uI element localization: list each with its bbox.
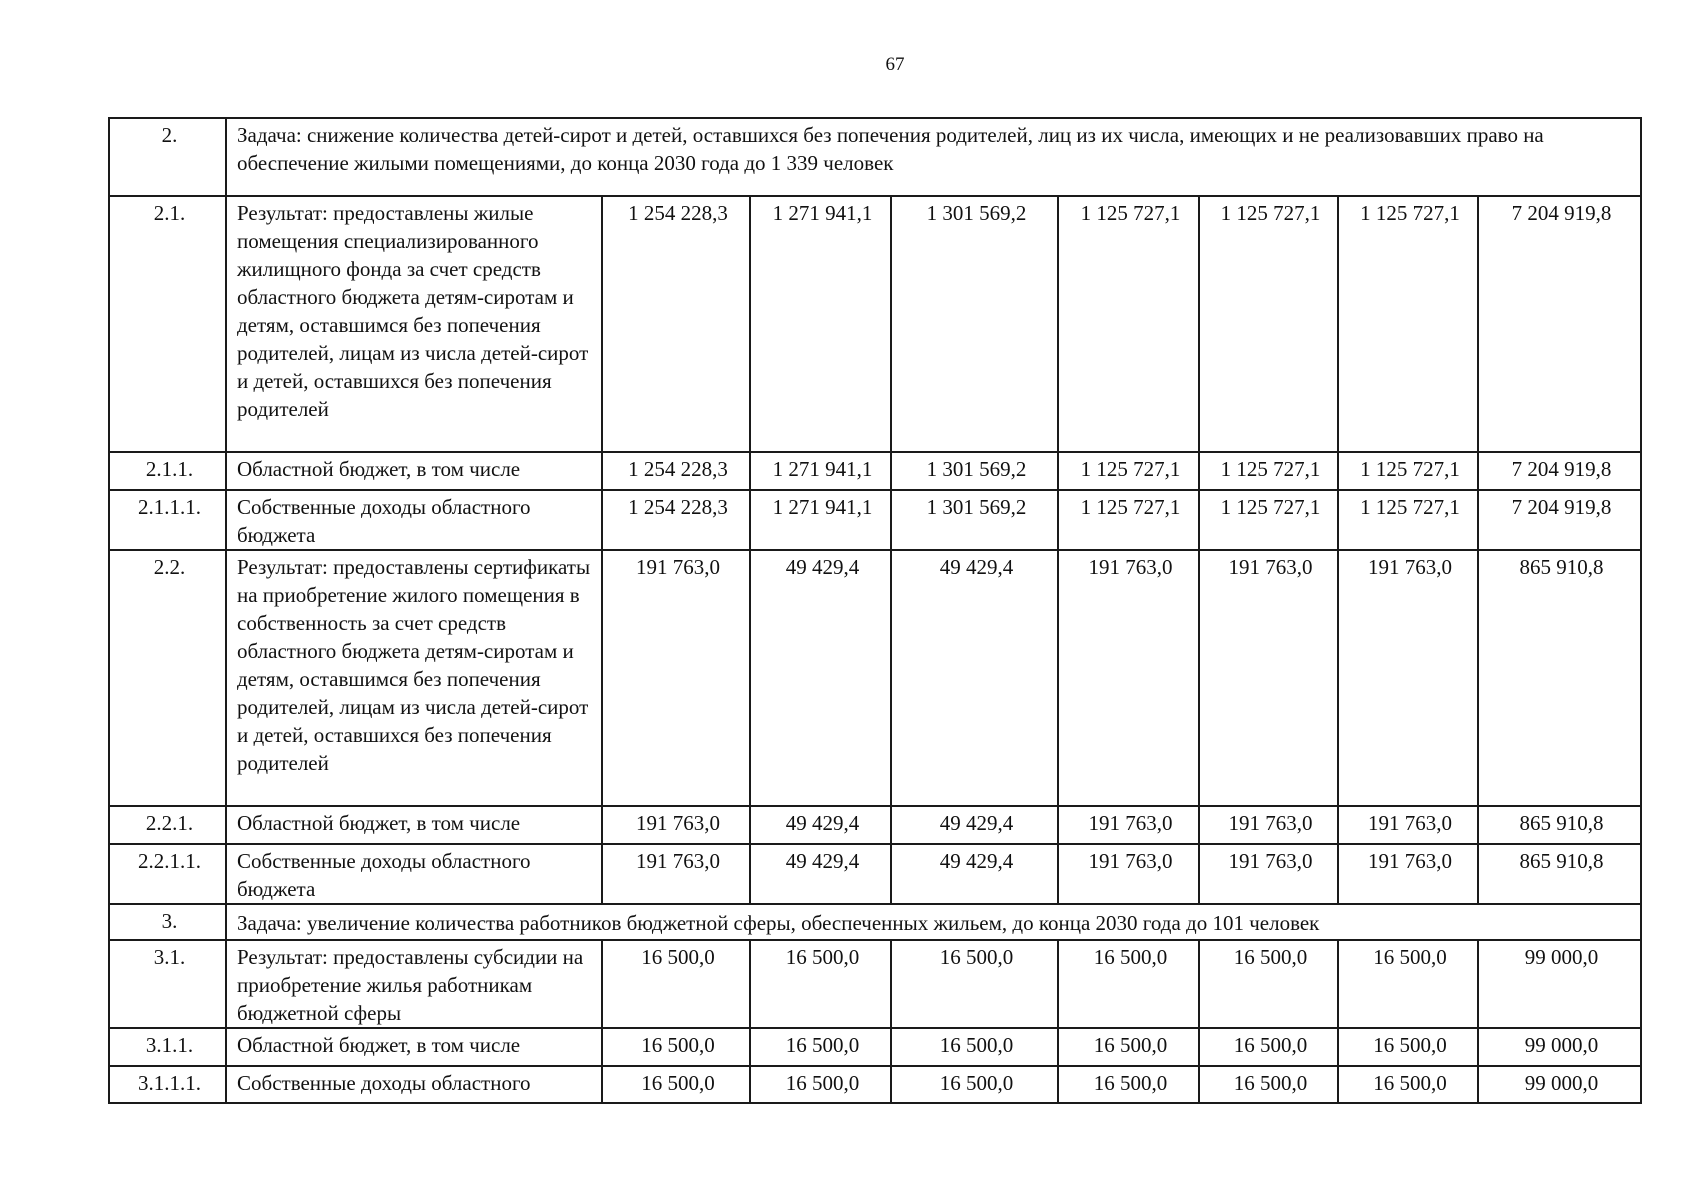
value-cell: 16 500,0 bbox=[602, 1066, 750, 1103]
value-cell: 1 125 727,1 bbox=[1199, 490, 1338, 550]
value-cell: 16 500,0 bbox=[602, 1028, 750, 1066]
value-cell: 1 271 941,1 bbox=[750, 196, 891, 452]
row-description: Областной бюджет, в том числе bbox=[226, 1028, 602, 1066]
total-cell: 7 204 919,8 bbox=[1478, 196, 1641, 452]
value-cell: 191 763,0 bbox=[1058, 844, 1199, 904]
budget-table bbox=[108, 117, 1642, 1104]
row-number: 2.2.1.1. bbox=[109, 844, 226, 904]
total-cell: 7 204 919,8 bbox=[1478, 452, 1641, 490]
value-cell: 1 125 727,1 bbox=[1199, 196, 1338, 452]
task-text: Задача: снижение количества детей-сирот и детей, оставшихся без попечения родителей, лиц из их числа, имеющих и не реализовавших право на обеспечение жилыми помещениями, до конца 2030 года до 1 339 человек bbox=[226, 118, 1641, 196]
value-cell: 191 763,0 bbox=[1058, 550, 1199, 806]
value-cell: 1 125 727,1 bbox=[1338, 196, 1478, 452]
row-number: 3.1.1. bbox=[109, 1028, 226, 1066]
total-cell: 865 910,8 bbox=[1478, 806, 1641, 844]
value-cell: 1 271 941,1 bbox=[750, 452, 891, 490]
value-cell: 1 254 228,3 bbox=[602, 490, 750, 550]
row-number: 2.1. bbox=[109, 196, 226, 452]
value-cell: 16 500,0 bbox=[891, 1028, 1058, 1066]
value-cell: 16 500,0 bbox=[1338, 1028, 1478, 1066]
value-cell: 16 500,0 bbox=[750, 1066, 891, 1103]
row-description: Результат: предоставлены жилые помещения специализированного жилищного фонда за счет средств областного бюджета детям-сиротам и детям, оставшимся без попечения родителей, лицам из числа детей-сирот и детей, оставшихся без попечения родителей bbox=[226, 196, 602, 452]
value-cell: 16 500,0 bbox=[891, 940, 1058, 1028]
value-cell: 191 763,0 bbox=[1058, 806, 1199, 844]
row-description: Областной бюджет, в том числе bbox=[226, 452, 602, 490]
value-cell: 16 500,0 bbox=[1199, 940, 1338, 1028]
value-cell: 1 254 228,3 bbox=[602, 452, 750, 490]
row-number: 2.1.1. bbox=[109, 452, 226, 490]
row-number: 2.2.1. bbox=[109, 806, 226, 844]
table-row bbox=[109, 1028, 1641, 1066]
value-cell: 1 254 228,3 bbox=[602, 196, 750, 452]
table-row bbox=[109, 550, 1641, 806]
value-cell: 1 125 727,1 bbox=[1058, 490, 1199, 550]
table-row bbox=[109, 844, 1641, 904]
value-cell: 191 763,0 bbox=[1338, 844, 1478, 904]
value-cell: 1 271 941,1 bbox=[750, 490, 891, 550]
row-number: 2.2. bbox=[109, 550, 226, 806]
value-cell: 191 763,0 bbox=[602, 806, 750, 844]
value-cell: 1 125 727,1 bbox=[1058, 452, 1199, 490]
row-description: Собственные доходы областного бюджета bbox=[226, 844, 602, 904]
row-description: Собственные доходы областного бюджета bbox=[226, 490, 602, 550]
value-cell: 49 429,4 bbox=[750, 550, 891, 806]
row-number: 3.1.1.1. bbox=[109, 1066, 226, 1103]
row-description: Результат: предоставлены субсидии на приобретение жилья работникам бюджетной сферы bbox=[226, 940, 602, 1028]
row-number: 2. bbox=[109, 118, 226, 196]
task-row bbox=[109, 904, 1641, 940]
total-cell: 99 000,0 bbox=[1478, 1066, 1641, 1103]
value-cell: 16 500,0 bbox=[750, 1028, 891, 1066]
value-cell: 1 301 569,2 bbox=[891, 196, 1058, 452]
row-number: 3. bbox=[109, 904, 226, 940]
value-cell: 191 763,0 bbox=[1199, 806, 1338, 844]
value-cell: 16 500,0 bbox=[1338, 940, 1478, 1028]
value-cell: 49 429,4 bbox=[750, 806, 891, 844]
table-row bbox=[109, 196, 1641, 452]
value-cell: 1 125 727,1 bbox=[1338, 452, 1478, 490]
table-row bbox=[109, 452, 1641, 490]
value-cell: 16 500,0 bbox=[1058, 1066, 1199, 1103]
value-cell: 1 125 727,1 bbox=[1199, 452, 1338, 490]
total-cell: 99 000,0 bbox=[1478, 940, 1641, 1028]
value-cell: 191 763,0 bbox=[602, 844, 750, 904]
value-cell: 16 500,0 bbox=[602, 940, 750, 1028]
value-cell: 191 763,0 bbox=[1199, 844, 1338, 904]
value-cell: 49 429,4 bbox=[750, 844, 891, 904]
row-number: 3.1. bbox=[109, 940, 226, 1028]
total-cell: 99 000,0 bbox=[1478, 1028, 1641, 1066]
table-row bbox=[109, 940, 1641, 1028]
total-cell: 865 910,8 bbox=[1478, 844, 1641, 904]
total-cell: 865 910,8 bbox=[1478, 550, 1641, 806]
value-cell: 191 763,0 bbox=[1199, 550, 1338, 806]
total-cell: 7 204 919,8 bbox=[1478, 490, 1641, 550]
value-cell: 49 429,4 bbox=[891, 844, 1058, 904]
task-row bbox=[109, 118, 1641, 196]
table-row bbox=[109, 490, 1641, 550]
value-cell: 1 301 569,2 bbox=[891, 490, 1058, 550]
task-text: Задача: увеличение количества работников бюджетной сферы, обеспеченных жильем, до конца 2030 года до 101 человек bbox=[226, 904, 1641, 940]
row-description: Собственные доходы областного bbox=[226, 1066, 602, 1103]
value-cell: 49 429,4 bbox=[891, 550, 1058, 806]
value-cell: 16 500,0 bbox=[1199, 1028, 1338, 1066]
value-cell: 1 301 569,2 bbox=[891, 452, 1058, 490]
value-cell: 191 763,0 bbox=[1338, 550, 1478, 806]
row-description: Результат: предоставлены сертификаты на приобретение жилого помещения в собственность за счет средств областного бюджета детям-сиротам и детям, оставшимся без попечения родителей, лицам из числа детей-сирот и детей, оставшихся без попечения родителей bbox=[226, 550, 602, 806]
value-cell: 16 500,0 bbox=[1058, 1028, 1199, 1066]
value-cell: 16 500,0 bbox=[1199, 1066, 1338, 1103]
table-row bbox=[109, 1066, 1641, 1103]
page-number: 67 bbox=[885, 54, 905, 75]
value-cell: 49 429,4 bbox=[891, 806, 1058, 844]
value-cell: 16 500,0 bbox=[1058, 940, 1199, 1028]
value-cell: 191 763,0 bbox=[1338, 806, 1478, 844]
value-cell: 191 763,0 bbox=[602, 550, 750, 806]
table-row bbox=[109, 806, 1641, 844]
value-cell: 16 500,0 bbox=[891, 1066, 1058, 1103]
value-cell: 1 125 727,1 bbox=[1058, 196, 1199, 452]
value-cell: 16 500,0 bbox=[1338, 1066, 1478, 1103]
value-cell: 16 500,0 bbox=[750, 940, 891, 1028]
row-description: Областной бюджет, в том числе bbox=[226, 806, 602, 844]
value-cell: 1 125 727,1 bbox=[1338, 490, 1478, 550]
row-number: 2.1.1.1. bbox=[109, 490, 226, 550]
